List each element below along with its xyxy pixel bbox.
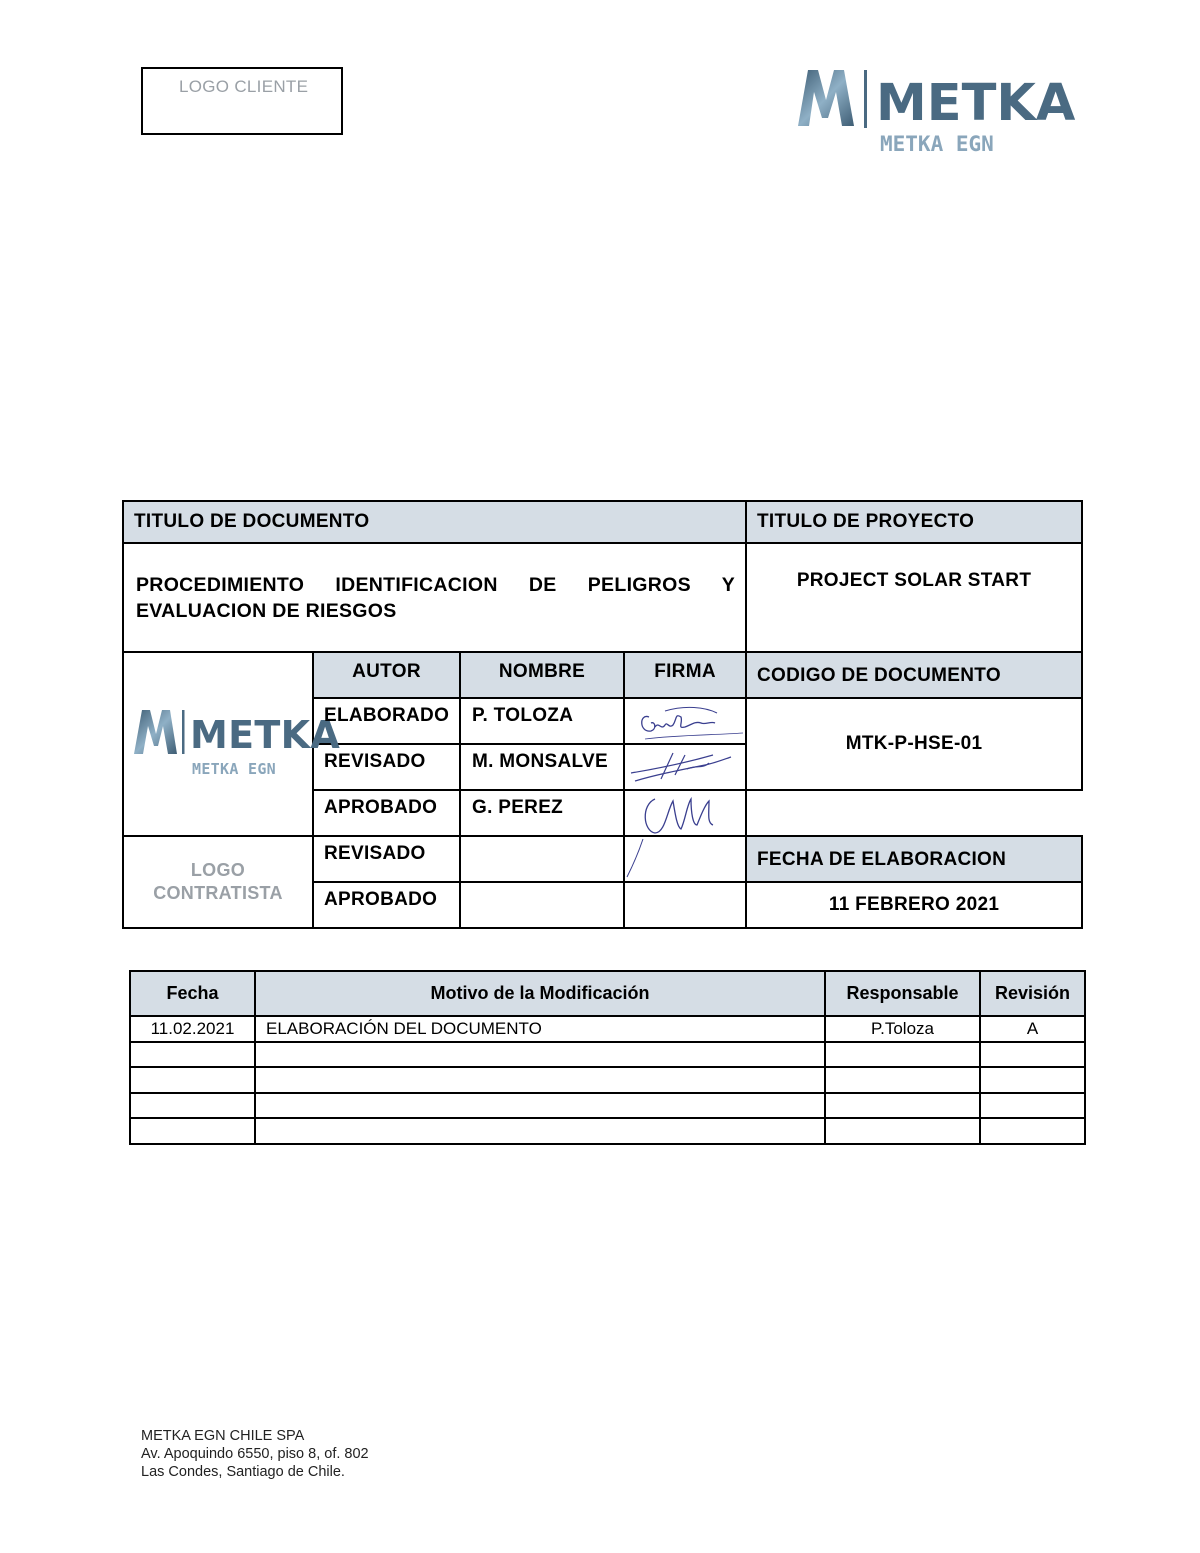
contractor-signature	[624, 882, 746, 928]
revision-cell-motivo	[255, 1067, 825, 1093]
date-header: FECHA DE ELABORACION	[746, 836, 1082, 882]
revision-cell-fecha: 11.02.2021	[130, 1016, 255, 1042]
revision-header-fecha: Fecha	[130, 971, 255, 1016]
revision-table	[129, 970, 1086, 1145]
signoff-role: APROBADO	[313, 790, 460, 836]
metka-m-icon	[798, 70, 854, 126]
revision-cell-revision	[980, 1093, 1085, 1119]
footer-address-line2: Las Condes, Santiago de Chile.	[141, 1464, 345, 1480]
revision-cell-motivo	[255, 1042, 825, 1068]
signoff-name: P. TOLOZA	[460, 698, 624, 744]
table-row	[130, 1093, 1085, 1119]
metka-subwordmark-small: METKA EGN	[192, 760, 276, 778]
table-row	[130, 1016, 1085, 1042]
contractor-logo-placeholder	[123, 836, 313, 928]
signature-toloza	[624, 698, 746, 744]
table-row	[130, 1118, 1085, 1144]
revision-cell-fecha	[130, 1042, 255, 1068]
contractor-role: REVISADO	[313, 836, 460, 882]
client-logo-label: LOGO CLIENTE	[179, 77, 309, 96]
revision-cell-responsable	[825, 1093, 980, 1119]
metka-subwordmark: METKA EGN	[880, 132, 994, 156]
code-header: CODIGO DE DOCUMENTO	[746, 652, 1082, 698]
signature-monsalve	[624, 744, 746, 790]
col-header-nombre: NOMBRE	[460, 652, 624, 698]
signature-icon	[625, 699, 747, 745]
revision-cell-motivo	[255, 1093, 825, 1119]
revision-cell-revision	[980, 1118, 1085, 1144]
signature-icon	[625, 745, 747, 791]
table-row	[130, 1067, 1085, 1093]
contractor-name	[460, 836, 624, 882]
signature-perez	[624, 790, 746, 836]
doc-title: PROCEDIMIENTO IDENTIFICACION DE PELIGROS Y EVALUACION DE RIESGOS	[123, 543, 746, 652]
project-title-header: TITULO DE PROYECTO	[746, 501, 1082, 543]
metka-m-icon	[134, 710, 177, 754]
signoff-name: M. MONSALVE	[460, 744, 624, 790]
metka-logo-small	[132, 704, 341, 784]
contractor-name	[460, 882, 624, 928]
revision-cell-fecha	[130, 1093, 255, 1119]
signoff-role: REVISADO	[313, 744, 460, 790]
contractor-signature	[624, 836, 746, 882]
footer-company: METKA EGN CHILE SPA	[141, 1428, 305, 1444]
revision-cell-fecha	[130, 1118, 255, 1144]
metka-wordmark-small: METKA	[190, 713, 341, 757]
company-logo-cell	[123, 652, 341, 836]
revision-header-row	[130, 971, 1085, 1016]
metka-logo	[796, 66, 1076, 158]
metka-wordmark: METKA	[876, 74, 1076, 133]
client-logo-box	[141, 67, 343, 135]
code-value: MTK-P-HSE-01	[746, 698, 1082, 790]
revision-cell-revision: A	[980, 1016, 1085, 1042]
contractor-role: APROBADO	[313, 882, 460, 928]
col-header-firma: FIRMA	[624, 652, 746, 698]
revision-cell-responsable	[825, 1042, 980, 1068]
revision-cell-responsable	[825, 1118, 980, 1144]
contractor-logo-label-1: LOGO	[190, 860, 246, 880]
revision-cell-revision	[980, 1067, 1085, 1093]
revision-cell-fecha	[130, 1067, 255, 1093]
revision-cell-motivo: ELABORACIÓN DEL DOCUMENTO	[255, 1016, 825, 1042]
revision-cell-revision	[980, 1042, 1085, 1068]
revision-header-motivo: Motivo de la Modificación	[255, 971, 825, 1016]
revision-cell-motivo	[255, 1118, 825, 1144]
footer-address	[141, 1427, 369, 1481]
project-title: PROJECT SOLAR START	[746, 543, 1082, 652]
contractor-logo-label-2: CONTRATISTA	[153, 883, 283, 903]
revision-header-responsable: Responsable	[825, 971, 980, 1016]
doc-title-header: TITULO DE DOCUMENTO	[123, 501, 746, 543]
table-row	[130, 1042, 1085, 1068]
signature-icon	[625, 791, 747, 837]
revision-cell-responsable	[825, 1067, 980, 1093]
signoff-role: ELABORADO	[313, 698, 460, 744]
date-value: 11 FEBRERO 2021	[746, 882, 1082, 928]
col-header-autor: AUTOR	[313, 652, 460, 698]
signature-stroke-icon	[625, 837, 747, 883]
document-info-table	[122, 500, 1083, 929]
signoff-name: G. PEREZ	[460, 790, 624, 836]
revision-header-revision: Revisión	[980, 971, 1085, 1016]
revision-cell-responsable: P.Toloza	[825, 1016, 980, 1042]
footer-address-line1: Av. Apoquindo 6550, piso 8, of. 802	[141, 1446, 369, 1462]
